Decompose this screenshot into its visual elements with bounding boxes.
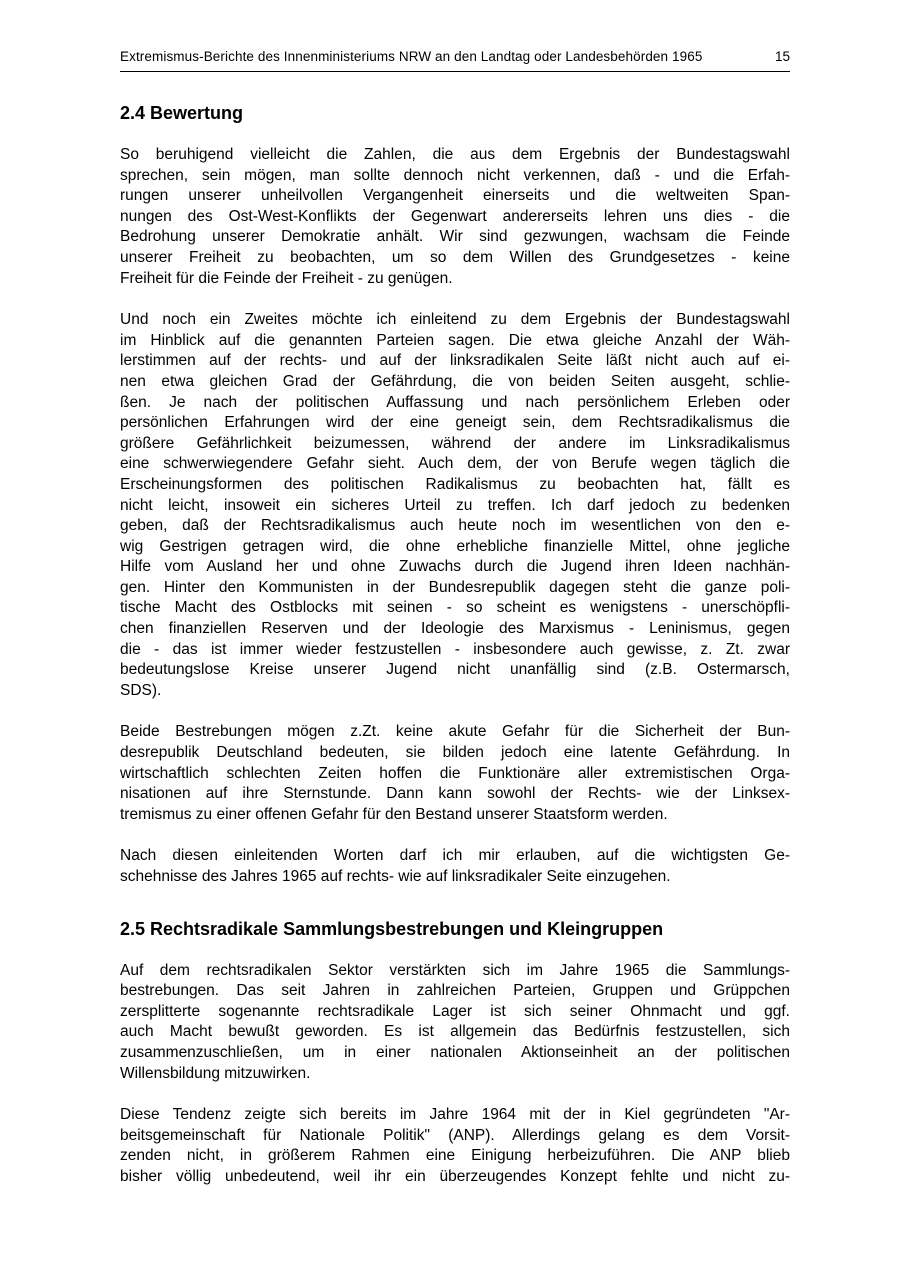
text-line: So beruhigend vielleicht die Zahlen, die aus dem Ergebnis der Bundestagswahl xyxy=(120,146,790,163)
text-line: rungen unserer unheilvollen Vergangenheit einerseits und die weltweiten Span- xyxy=(120,187,790,205)
text-line: geben, daß der Rechtsradikalismus auch heute noch im wesentlichen von den e- xyxy=(120,517,790,535)
text-line: Willensbildung mitzuwirken. xyxy=(120,1064,311,1082)
text-line: sprechen, sein mögen, man sollte dennoch nicht verkennen, daß - und die Erfah- xyxy=(120,166,790,184)
text-line: Freiheit für die Feinde der Freiheit - zu genügen. xyxy=(120,269,453,287)
text-line: nen etwa gleichen Grad der Gefährdung, die von beiden Seiten ausgeht, schlie- xyxy=(120,372,790,390)
text-line: zersplitterte sogenannte rechtsradikale Lager ist sich seiner Ohnmacht und ggf. xyxy=(120,1002,790,1020)
text-line: Auf dem rechtsradikalen Sektor verstärkten sich im Jahre 1965 die Sammlungs- xyxy=(120,961,790,979)
text-line: auch Macht bewußt geworden. Es ist allgemein das Bedürfnis festzustellen, sich xyxy=(120,1023,790,1041)
text-line: desrepublik Deutschland bedeuten, sie bilden jedoch eine latente Gefährdung. In xyxy=(120,744,790,762)
text-line: Beide Bestrebungen mögen z.Zt. keine akute Gefahr für die Sicherheit der Bun- xyxy=(120,723,790,741)
text-line: bedeutungslose Kreise unserer Jugend nicht unanfällig sind (z.B. Ostermarsch, xyxy=(120,661,790,679)
text-line: bestrebungen. Das seit Jahren in zahlreichen Parteien, Gruppen und Grüppchen xyxy=(120,982,790,1000)
text-line: schehnisse des Jahres 1965 auf rechts- wie auf linksradikaler Seite einzugehen. xyxy=(120,868,671,885)
text-line: Erscheinungsformen des politischen Radikalismus zu beobachten hat, fällt es xyxy=(120,475,790,493)
text-line: größere Gefährlichkeit beizumessen, während der andere im Linksradikalismus xyxy=(120,434,790,452)
section-heading: 2.4 Bewertung xyxy=(120,103,244,123)
text-line: zenden nicht, in größerem Rahmen eine Einigung herbeizuführen. Die ANP blieb xyxy=(120,1147,790,1165)
text-line: die - das ist immer wieder festzustellen - insbesondere auch gewisse, z. Zt. zwar xyxy=(120,640,790,658)
text-line: persönlichen Erfahrungen wird der eine geneigt sein, dem Rechtsradikalismus die xyxy=(120,414,790,432)
text-line: bisher völlig unbedeutend, weil ihr ein überzeugendes Konzept fehlte und nicht zu- xyxy=(120,1167,790,1185)
page-header xyxy=(120,48,790,72)
text-line: nungen des Ost-West-Konflikts der Gegenwart andererseits lehren uns dies - die xyxy=(120,207,790,225)
text-line: eine schwerwiegendere Gefahr sieht. Auch dem, der von Berufe wegen täglich die xyxy=(120,455,790,473)
running-head: Extremismus-Berichte des Innenministeriums NRW an den Landtag oder Landesbehörden 1965 xyxy=(120,49,703,64)
text-line: Und noch ein Zweites möchte ich einleitend zu dem Ergebnis der Bundestagswahl xyxy=(120,311,790,329)
text-line: unserer Freiheit zu beobachten, um so dem Willen des Grundgesetzes - keine xyxy=(120,248,790,266)
document-body xyxy=(120,102,790,1188)
text-line: im Hinblick auf die genannten Parteien sagen. Die etwa gleiche Anzahl der Wäh- xyxy=(120,331,790,349)
text-line: ßen. Je nach der politischen Auffassung und nach persönlichem Erleben oder xyxy=(120,393,790,411)
text-line: wig Gestrigen getragen wird, die ohne erhebliche finanzielle Mittel, ohne jegliche xyxy=(120,537,790,555)
text-line: beitsgemeinschaft für Nationale Politik" (ANP). Allerdings gelang es dem Vorsit- xyxy=(120,1126,790,1144)
paragraph xyxy=(120,961,790,1085)
text-line: lerstimmen auf der rechts- und auf der linksradikalen Seite läßt nicht auch auf ei- xyxy=(120,352,790,370)
text-line: chen finanziellen Reserven und der Ideologie des Marxismus - Leninismus, gegen xyxy=(120,620,790,638)
text-line: nisationen auf ihre Sternstunde. Dann kann sowohl der Rechts- wie der Linksex- xyxy=(120,785,790,803)
text-line: SDS). xyxy=(120,681,162,699)
text-line: wirtschaftlich schlechten Zeiten hoffen die Funktionäre aller extremistischen Orga- xyxy=(120,764,790,782)
section-heading: 2.5 Rechtsradikale Sammlungsbestrebungen und Kleingruppen xyxy=(120,918,664,939)
text-line: nicht leicht, insoweit ein sicheres Urteil zu treffen. Ich darf jedoch zu bedenken xyxy=(120,496,790,514)
paragraph xyxy=(120,722,790,825)
text-line: Nach diesen einleitenden Worten darf ich mir erlauben, auf die wichtigsten Ge- xyxy=(120,847,790,865)
text-line: Hilfe vom Ausland her und ohne Zuwachs durch die Jugend ihren Ideen nachhän- xyxy=(120,558,790,576)
text-line: Bedrohung unserer Demokratie anhält. Wir sind gezwungen, wachsam die Feinde xyxy=(120,228,790,246)
page-number: 15 xyxy=(774,49,790,64)
paragraph xyxy=(120,310,790,701)
text-line: tremismus zu einer offenen Gefahr für den Bestand unserer Staatsform werden. xyxy=(120,805,668,823)
text-line: Diese Tendenz zeigte sich bereits im Jahre 1964 mit der in Kiel gegründeten "Ar- xyxy=(120,1106,790,1124)
text-line: gen. Hinter den Kommunisten in der Bundesrepublik dagegen steht die ganze poli- xyxy=(120,578,790,596)
paragraph xyxy=(120,1105,790,1187)
text-line: tische Macht des Ostblocks mit seinen - so scheint es wenigstens - unerschöpfli- xyxy=(120,599,790,617)
paragraph xyxy=(120,145,790,289)
paragraph xyxy=(120,846,790,887)
text-line: zusammenzuschließen, um in einer nationalen Aktionseinheit an der politischen xyxy=(120,1043,790,1061)
